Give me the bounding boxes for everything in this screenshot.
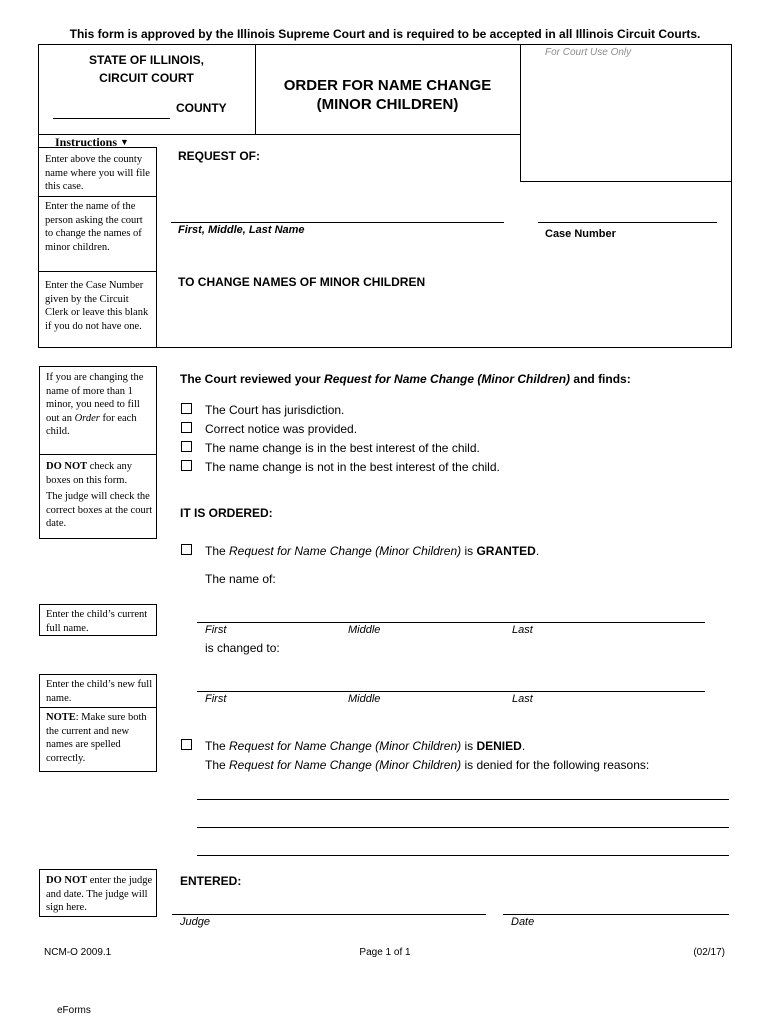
changed-to-label: is changed to: — [205, 641, 280, 655]
denied-statement — [205, 739, 525, 753]
note-rest: : Make sure both the current and new names are spelled correctly. — [46, 712, 147, 764]
findings-intro-post: and finds: — [570, 372, 631, 386]
current-last-label: Last — [512, 624, 533, 636]
court-use-bottom-rule — [520, 181, 732, 182]
denied-reason-line-2[interactable] — [197, 827, 729, 828]
name-of-label: The name of: — [205, 572, 276, 586]
instruction-do-not-enter — [46, 874, 153, 915]
denied-reason-em: Request for Name Change (Minor Children) — [229, 758, 462, 772]
form-number: NCM-O 2009.1 — [44, 947, 112, 958]
new-middle-label: Middle — [348, 693, 381, 705]
denied-pre: The — [205, 739, 230, 753]
instruction-case-number: Enter the Case Number given by the Circuit Clerk or leave this blank if you do not have one. — [45, 280, 149, 332]
form-title-line1: ORDER FOR NAME CHANGE — [283, 77, 492, 94]
current-name-field[interactable] — [197, 622, 705, 623]
instruction-multiple-order: Order — [74, 412, 100, 424]
new-last-label: Last — [512, 693, 533, 705]
findings-intro — [180, 372, 631, 386]
triangle-down-icon: ▼ — [120, 137, 129, 147]
instruction-multiple-text-end: for each child. — [46, 412, 137, 437]
instruction-multiple-minors — [46, 371, 153, 439]
state-label: STATE OF ILLINOIS, — [89, 53, 204, 67]
denied-reason-post: is denied for the following reasons: — [461, 758, 650, 772]
approval-notice: This form is approved by the Illinois Supreme Court and is required to be accepted in all Illinois Circuit Courts. — [69, 27, 701, 41]
granted-strong: GRANTED — [476, 544, 536, 558]
entered-label: ENTERED: — [180, 874, 242, 888]
form-title-line2: (MINOR CHILDREN) — [316, 96, 459, 113]
denied-em: Request for Name Change (Minor Children) — [229, 739, 462, 753]
denied-end: . — [521, 739, 526, 753]
case-number-field[interactable] — [538, 222, 717, 223]
court-use-label: For Court Use Only — [545, 47, 632, 58]
denied-reasons-statement — [205, 758, 649, 772]
form-title — [255, 76, 520, 114]
finding-checkbox-best-interest[interactable] — [181, 441, 192, 452]
instruction-new-name-divider — [39, 707, 157, 708]
denied-reason-line-1[interactable] — [197, 799, 729, 800]
granted-end: . — [535, 544, 540, 558]
requester-name-field[interactable] — [171, 222, 504, 223]
finding-checkbox-notice[interactable] — [181, 422, 192, 433]
instruction-person: Enter the name of the person asking the court to change the names of minor children. — [45, 201, 143, 253]
requester-name-label: First, Middle, Last Name — [178, 224, 305, 236]
county-label: COUNTY — [176, 101, 227, 115]
instruction-judge-will-check: The judge will check the correct boxes at the court date. — [46, 491, 153, 529]
court-use-divider — [520, 44, 521, 181]
do-not-check-rest: check any boxes on this form. — [46, 461, 133, 486]
instruction-do-not-check — [46, 460, 153, 487]
granted-mid: is — [461, 544, 477, 558]
findings-intro-em: Request for Name Change (Minor Children) — [324, 372, 571, 386]
county-name-field[interactable] — [53, 118, 170, 119]
finding-jurisdiction: The Court has jurisdiction. — [205, 403, 345, 417]
form-revision: (02/17) — [693, 947, 725, 958]
page-number: Page 1 of 1 — [359, 947, 411, 958]
change-names-label: TO CHANGE NAMES OF MINOR CHILDREN — [178, 275, 426, 289]
denied-reason-line-3[interactable] — [197, 855, 729, 856]
denied-mid: is — [461, 739, 477, 753]
do-not-check-strong: DO NOT — [46, 461, 88, 472]
judge-label: Judge — [180, 916, 210, 928]
ordered-heading: IT IS ORDERED: — [180, 506, 273, 520]
request-of-label: REQUEST OF: — [178, 149, 261, 163]
date-field[interactable] — [503, 914, 729, 915]
denied-checkbox[interactable] — [181, 739, 192, 750]
current-first-label: First — [205, 624, 227, 636]
finding-notice: Correct notice was provided. — [205, 422, 358, 436]
finding-checkbox-jurisdiction[interactable] — [181, 403, 192, 414]
granted-pre: The — [205, 544, 230, 558]
finding-not-best-interest: The name change is not in the best interest of the child. — [205, 460, 500, 474]
instruction-new-name: Enter the child’s new full name. — [46, 679, 153, 704]
current-middle-label: Middle — [348, 624, 381, 636]
new-name-field[interactable] — [197, 691, 705, 692]
eforms-brand: eForms — [57, 1005, 91, 1016]
new-first-label: First — [205, 693, 227, 705]
granted-checkbox[interactable] — [181, 544, 192, 555]
date-label: Date — [511, 916, 535, 928]
finding-best-interest: The name change is in the best interest of the child. — [205, 441, 480, 455]
granted-statement — [205, 544, 539, 558]
instruction-box-divider — [39, 454, 157, 455]
instruction-current-name: Enter the child’s current full name. — [46, 609, 148, 634]
do-not-enter-strong: DO NOT — [46, 875, 88, 886]
denied-reason-pre: The — [205, 758, 230, 772]
finding-checkbox-not-best-interest[interactable] — [181, 460, 192, 471]
findings-intro-pre: The Court reviewed your — [180, 372, 325, 386]
circuit-court-label: CIRCUIT COURT — [99, 71, 194, 85]
instruction-county: Enter above the county name where you will file this case. — [45, 154, 150, 192]
do-not-enter-rest: enter the judge and date. The judge will sign here. — [46, 875, 153, 913]
case-number-label: Case Number — [545, 228, 616, 240]
instruction-multiple-text: If you are changing the name of more than 1 minor, you need to fill out an — [46, 372, 144, 424]
judge-signature-field[interactable] — [172, 914, 486, 915]
note-strong: NOTE — [46, 712, 76, 723]
instruction-note — [46, 711, 153, 765]
granted-em: Request for Name Change (Minor Children) — [229, 544, 462, 558]
denied-strong: DENIED — [476, 739, 522, 753]
instructions-label: Instructions — [55, 135, 118, 149]
